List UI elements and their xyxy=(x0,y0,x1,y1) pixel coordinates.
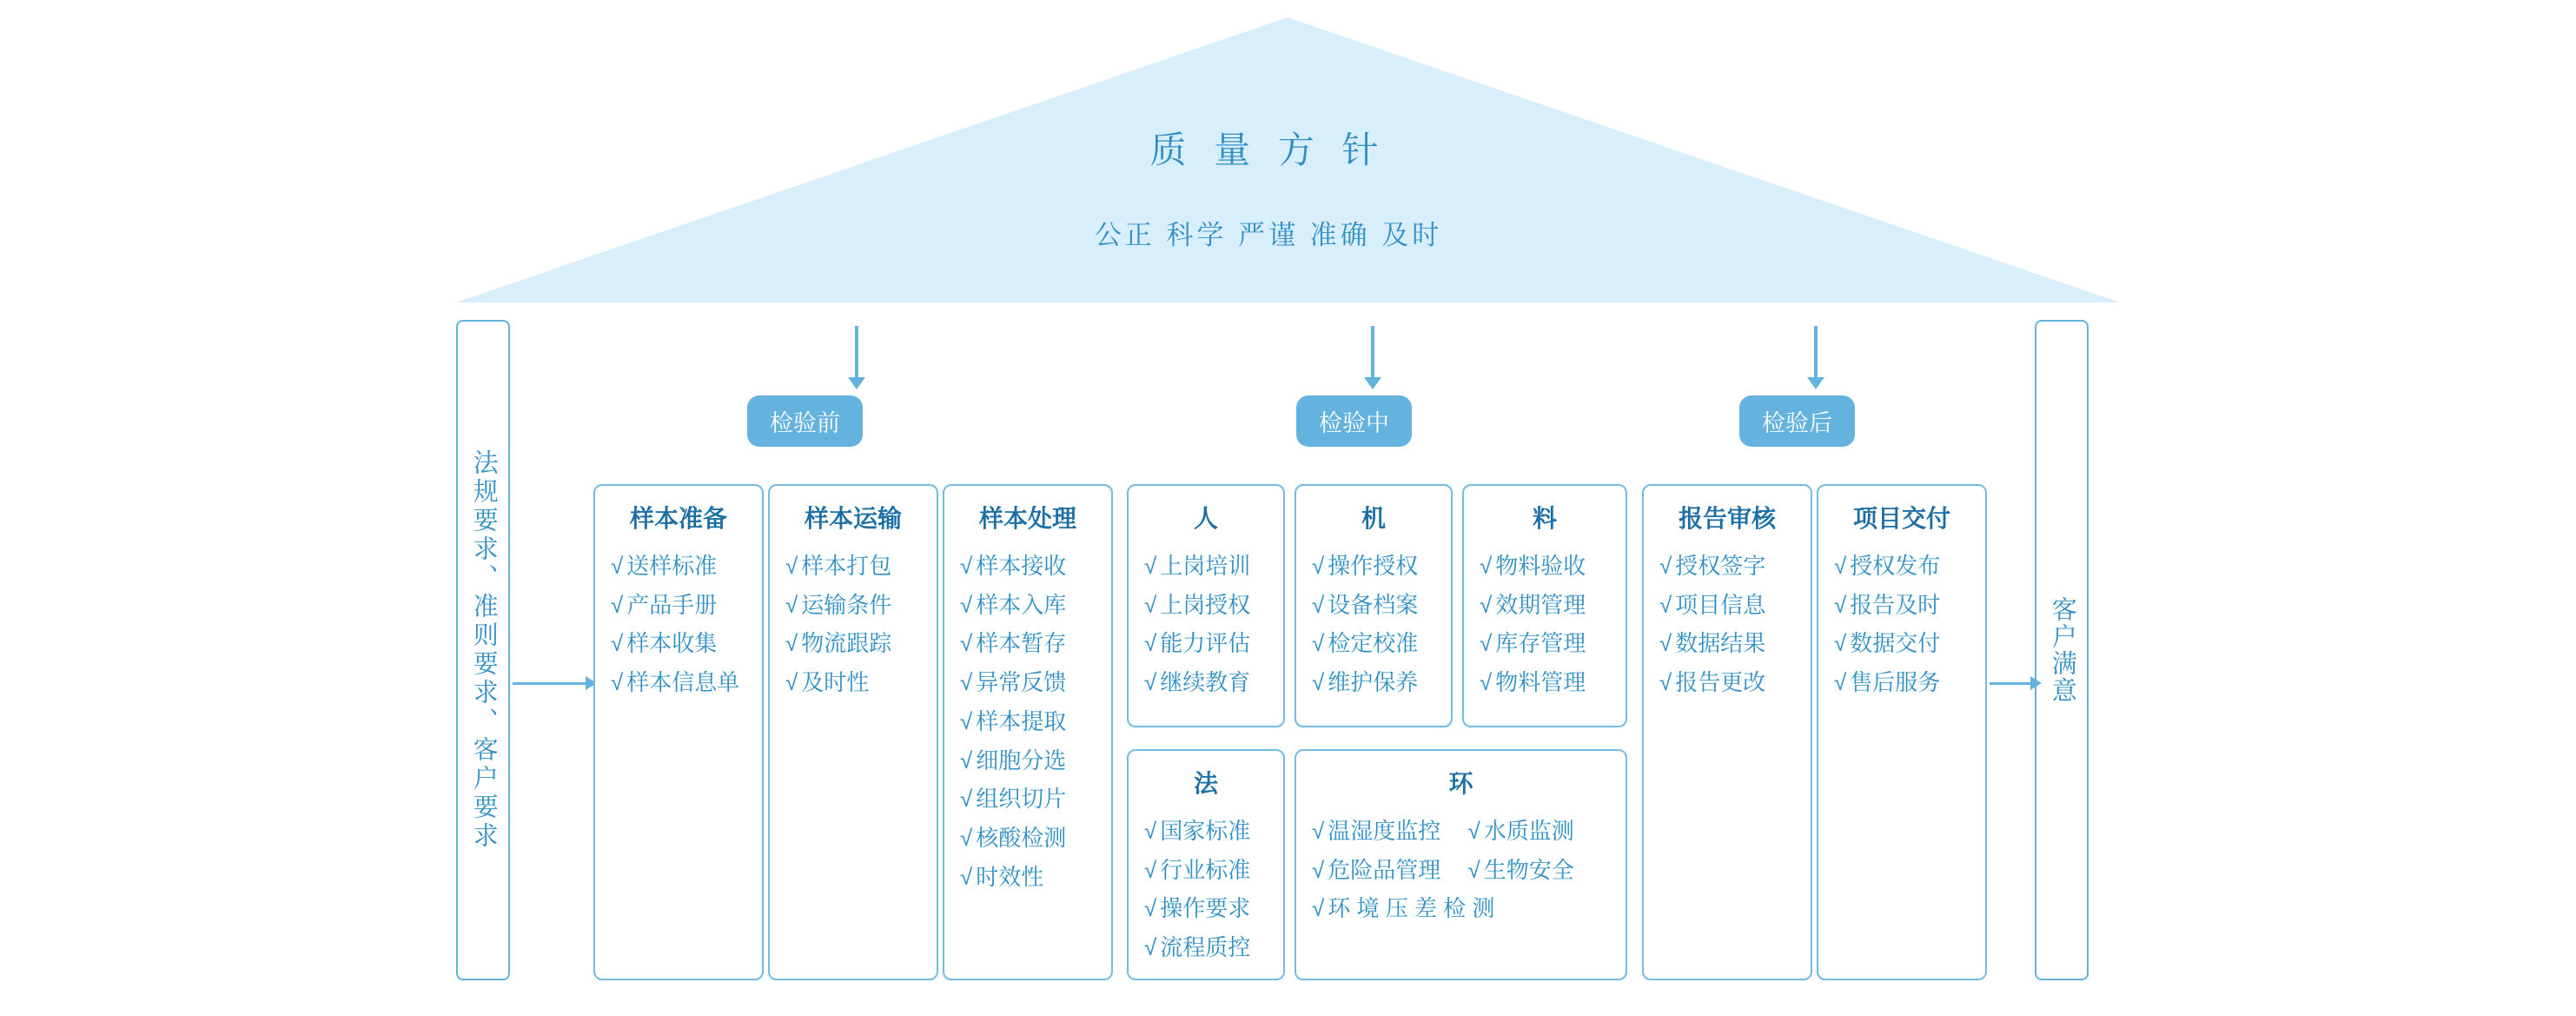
list-item: √ 报告更改 xyxy=(1659,669,1766,696)
list-item: √ 上岗授权 xyxy=(1144,591,1251,618)
card-title: 机 xyxy=(1361,505,1386,532)
stage-label-pre-examination[interactable]: 检验前 xyxy=(747,395,863,447)
tick-icon: √ xyxy=(1312,856,1325,883)
card-sample-prep[interactable] xyxy=(593,484,764,980)
tick-icon: √ xyxy=(785,553,798,579)
tick-icon: √ xyxy=(1467,818,1480,844)
card-law[interactable] xyxy=(1127,749,1285,980)
card-item-list xyxy=(1829,547,1975,702)
card-title: 样本处理 xyxy=(978,505,1076,532)
card-item-list xyxy=(1139,547,1273,702)
list-item: √ 库存管理 xyxy=(1480,630,1586,657)
tick-icon: √ xyxy=(1834,591,1847,618)
list-item: √ 温湿度监控 xyxy=(1312,818,1441,844)
tick-icon: √ xyxy=(1480,553,1493,579)
tick-icon: √ xyxy=(1312,630,1325,657)
card-title: 料 xyxy=(1532,505,1557,532)
card-machine[interactable] xyxy=(1295,484,1453,727)
list-item: √ 样本收集 xyxy=(611,630,718,657)
card-item-list xyxy=(1307,812,1615,928)
tick-icon: √ xyxy=(960,669,973,696)
list-item: √ 组织切片 xyxy=(960,786,1067,813)
input-arrow-icon xyxy=(513,682,586,685)
list-item: √ 维护保养 xyxy=(1312,669,1419,696)
card-sample-transport[interactable] xyxy=(768,484,938,980)
list-item: √ 细胞分选 xyxy=(960,747,1067,774)
tick-icon: √ xyxy=(960,591,973,618)
list-item: √ 国家标准 xyxy=(1144,818,1251,844)
tick-icon: √ xyxy=(1312,818,1325,844)
output-arrow-icon xyxy=(1990,682,2031,685)
list-item: √ 样本暂存 xyxy=(960,630,1067,657)
card-title: 人 xyxy=(1193,505,1218,532)
list-item: √ 项目信息 xyxy=(1659,591,1766,618)
list-item: √ 检定校准 xyxy=(1312,630,1419,657)
list-item: √ 时效性 xyxy=(960,863,1044,890)
list-item: √ 样本提取 xyxy=(960,707,1067,734)
stage-label-in-examination[interactable]: 检验中 xyxy=(1296,395,1412,447)
card-item-list xyxy=(780,547,926,702)
list-item: √ 行业标准 xyxy=(1144,856,1251,883)
list-item: √ 操作要求 xyxy=(1144,895,1251,922)
tick-icon: √ xyxy=(1659,630,1672,657)
right-pillar-label: 客户满意 xyxy=(2048,596,2076,704)
tick-icon: √ xyxy=(1834,630,1847,657)
card-item-list xyxy=(955,547,1101,896)
list-item: √ 样本入库 xyxy=(960,591,1067,618)
card-title: 环 xyxy=(1448,770,1473,797)
list-item: √ 上岗培训 xyxy=(1144,553,1251,579)
tick-icon: √ xyxy=(1312,591,1325,618)
quality-policy-subtitle: 公正 科学 严谨 准确 及时 xyxy=(1094,220,1443,250)
list-item: √ 授权签字 xyxy=(1659,553,1766,579)
right-pillar-satisfaction xyxy=(2035,320,2089,980)
tick-icon: √ xyxy=(785,591,798,618)
list-item: √ 送样标准 xyxy=(611,553,718,579)
list-item: √ 流程质控 xyxy=(1144,934,1251,961)
list-item: √ 物料管理 xyxy=(1480,669,1586,696)
card-title: 项目交付 xyxy=(1852,505,1950,532)
tick-icon: √ xyxy=(785,630,798,657)
tick-icon: √ xyxy=(1480,591,1493,618)
arrow-down-post-icon xyxy=(1814,326,1818,378)
tick-icon: √ xyxy=(1480,630,1493,657)
tick-icon: √ xyxy=(1659,553,1672,579)
tick-icon: √ xyxy=(1144,856,1157,883)
list-item: √ 报告及时 xyxy=(1834,591,1941,618)
tick-icon: √ xyxy=(1659,591,1672,618)
list-item: √ 继续教育 xyxy=(1144,669,1251,696)
tick-icon: √ xyxy=(1144,934,1157,961)
tick-icon: √ xyxy=(785,669,798,696)
card-item-list xyxy=(1307,547,1440,702)
tick-icon: √ xyxy=(1144,591,1157,618)
list-item: √ 运输条件 xyxy=(785,591,892,618)
list-item: √ 能力评估 xyxy=(1144,630,1251,657)
list-item: √ 设备档案 xyxy=(1312,591,1419,618)
card-title: 样本准备 xyxy=(629,505,727,532)
list-item: √ 物流跟踪 xyxy=(785,630,892,657)
tick-icon: √ xyxy=(1144,895,1157,922)
tick-icon: √ xyxy=(611,591,624,618)
card-title: 报告审核 xyxy=(1678,505,1776,532)
list-item: √ 环 境 压 差 检 测 xyxy=(1312,895,1495,922)
tick-icon: √ xyxy=(1834,553,1847,579)
tick-icon: √ xyxy=(1144,553,1157,579)
arrow-down-mid-icon xyxy=(1371,326,1374,378)
list-item: √ 操作授权 xyxy=(1312,553,1419,579)
card-person[interactable] xyxy=(1127,484,1285,727)
list-item: √ 异常反馈 xyxy=(960,669,1067,696)
list-item: √ 数据交付 xyxy=(1834,630,1941,657)
card-sample-handling[interactable] xyxy=(943,484,1113,980)
card-report-review[interactable] xyxy=(1642,484,1812,980)
tick-icon: √ xyxy=(1467,856,1480,883)
list-item: √ 样本接收 xyxy=(960,553,1067,579)
tick-icon: √ xyxy=(960,707,973,734)
card-environment[interactable] xyxy=(1295,749,1627,980)
tick-icon: √ xyxy=(960,630,973,657)
card-item-list xyxy=(1474,547,1615,702)
tick-icon: √ xyxy=(1480,669,1493,696)
card-item-list xyxy=(1139,812,1273,967)
list-item: √ 授权发布 xyxy=(1834,553,1941,579)
card-item-list xyxy=(1654,547,1800,702)
list-item: √ 数据结果 xyxy=(1659,630,1766,657)
card-title: 样本运输 xyxy=(804,505,902,532)
card-material[interactable] xyxy=(1462,484,1627,727)
tick-icon: √ xyxy=(1144,818,1157,844)
list-item: √ 物料验收 xyxy=(1480,553,1586,579)
left-pillar-label: 法规要求、准则要求、客户要求 xyxy=(469,449,498,851)
left-pillar-requirements xyxy=(456,320,510,980)
list-item: √ 效期管理 xyxy=(1480,591,1586,618)
card-title: 法 xyxy=(1193,770,1218,797)
tick-icon: √ xyxy=(1834,669,1847,696)
tick-icon: √ xyxy=(960,747,973,774)
tick-icon: √ xyxy=(611,630,624,657)
list-item: √ 核酸检测 xyxy=(960,825,1067,852)
tick-icon: √ xyxy=(1312,669,1325,696)
tick-icon: √ xyxy=(960,786,973,813)
tick-icon: √ xyxy=(1144,630,1157,657)
stage-label-post-examination[interactable]: 检验后 xyxy=(1739,395,1855,447)
tick-icon: √ xyxy=(960,825,973,852)
tick-icon: √ xyxy=(611,669,624,696)
tick-icon: √ xyxy=(1312,895,1325,922)
quality-policy-title: 质 量 方 针 xyxy=(1149,129,1387,170)
tick-icon: √ xyxy=(611,553,624,579)
arrow-down-pre-icon xyxy=(855,326,858,378)
list-item: √ 生物安全 xyxy=(1467,856,1574,883)
tick-icon: √ xyxy=(960,553,973,579)
list-item: √ 危险品管理 xyxy=(1312,856,1441,883)
tick-icon: √ xyxy=(1144,669,1157,696)
tick-icon: √ xyxy=(1659,669,1672,696)
list-item: √ 产品手册 xyxy=(611,591,718,618)
tick-icon: √ xyxy=(1312,553,1325,579)
card-project-delivery[interactable] xyxy=(1817,484,1987,980)
list-item: √ 售后服务 xyxy=(1834,669,1941,696)
list-item: √ 样本打包 xyxy=(785,553,892,579)
card-item-list xyxy=(606,547,752,702)
tick-icon: √ xyxy=(960,863,973,890)
list-item: √ 样本信息单 xyxy=(611,669,740,696)
list-item: √ 水质监测 xyxy=(1467,818,1574,844)
list-item: √ 及时性 xyxy=(785,669,870,696)
